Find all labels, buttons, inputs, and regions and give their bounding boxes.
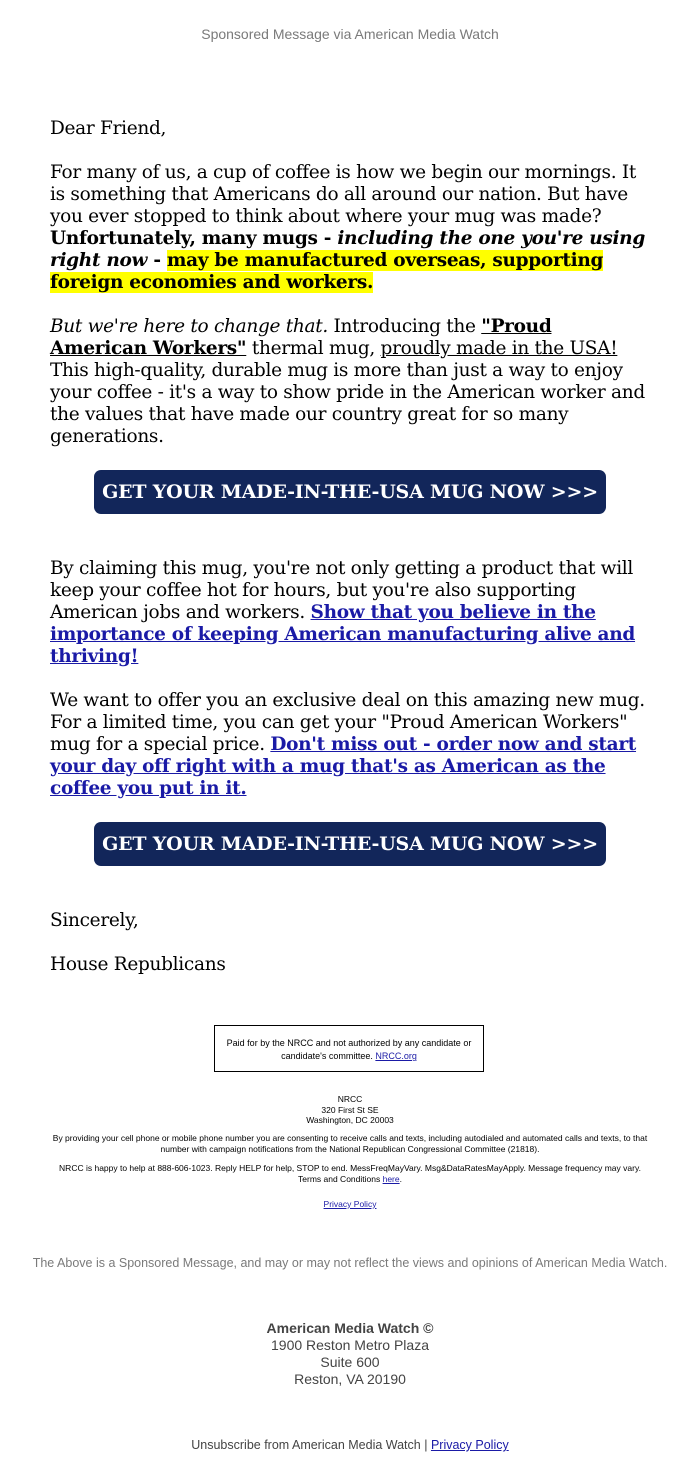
cta-wrap-1 [50, 470, 650, 514]
closing: Sincerely, [50, 910, 139, 931]
amw-line1: 1900 Reston Metro Plaza [271, 1337, 429, 1353]
terms-here-link[interactable]: here [382, 1173, 400, 1184]
p2-rest: This high-quality, durable mug is more than just a way to enjoy your coffee - it's a way to show pride in the American worker and the values that have made our country great for so many generations. [50, 360, 645, 447]
p1-bold-dash: - [147, 250, 167, 271]
salutation: Dear Friend, [50, 118, 167, 139]
privacy-wrap [50, 1199, 650, 1210]
nrcc-link[interactable]: NRCC.org [375, 1051, 417, 1061]
address-street: 320 First St SE [321, 1104, 379, 1115]
product-name: "Proud American Workers" [50, 316, 552, 359]
amw-line2: Suite 600 [320, 1354, 380, 1370]
p1-bold: Unfortunately, many mugs - [50, 228, 338, 249]
nrcc-address [50, 1094, 650, 1126]
consent-text: By providing your cell phone or mobile phone number you are consenting to receive calls and texts, including autodialed and automated calls and texts, to that number with campaign notifications from the National Republican Congressional Committee (21818). [52, 1133, 648, 1154]
address-city: Washington, DC 20003 [306, 1115, 394, 1125]
paid-for-disclaimer [214, 1025, 484, 1072]
p1-highlight: may be manufactured overseas, supporting foreign economies and workers. [50, 250, 604, 293]
help-end: . [399, 1173, 402, 1184]
letter-body [50, 118, 650, 998]
p4-text: We want to offer you an exclusive deal on this amazing new mug. For a limited time, you can get your "Proud American Workers" mug for a special price. [50, 690, 645, 755]
amw-line3: Reston, VA 20190 [294, 1371, 406, 1387]
cta-button-1[interactable]: GET YOUR MADE-IN-THE-USA MUG NOW >>> [94, 470, 606, 514]
paragraph-2 [50, 316, 650, 448]
signature: House Republicans [50, 954, 226, 975]
paragraph-1 [50, 162, 650, 294]
p2-intro: Introducing the [327, 316, 482, 337]
sponsor-disclaimer: The Above is a Sponsored Message, and may or may not reflect the views and opinions of American Media Watch. [32, 1256, 668, 1270]
unsubscribe-text[interactable]: Unsubscribe from American Media Watch [191, 1438, 421, 1452]
p1-text: For many of us, a cup of coffee is how we begin our mornings. It is something that Americans do all around our nation. But have you ever stopped to think about where your mug was made? [50, 162, 637, 227]
p1-bold-italic: including the one you're using right now [50, 228, 645, 271]
paragraph-3 [50, 558, 650, 668]
footer-separator: | [420, 1438, 431, 1452]
help-text [50, 1163, 650, 1184]
cta-button-2[interactable]: GET YOUR MADE-IN-THE-USA MUG NOW >>> [94, 822, 606, 866]
nrcc-privacy-link[interactable]: Privacy Policy [323, 1199, 377, 1209]
paid-for-text: Paid for by the NRCC and not authorized by any candidate or candidate's committee. [226, 1038, 472, 1061]
help-body: NRCC is happy to help at 888-606-1023. Reply HELP for help, STOP to end. MessFreqMayVary. Msg&DataRatesMayApply. Message frequency may vary. Terms and Conditions [59, 1163, 641, 1184]
made-in-usa: proudly made in the USA! [380, 338, 618, 359]
p2-mid: thermal mug, [246, 338, 381, 359]
manufacturing-link[interactable]: Show that you believe in the importance of keeping American manufacturing alive and thriving! [50, 602, 636, 667]
cta-wrap-2 [50, 822, 650, 866]
footer [0, 1438, 700, 1452]
paragraph-4 [50, 690, 650, 800]
order-now-link[interactable]: Don't miss out - order now and start your day off right with a mug that's as American as the coffee you put in it. [50, 734, 637, 799]
p3-text: By claiming this mug, you're not only getting a product that will keep your coffee hot for hours, but you're also supporting American jobs and workers. [50, 558, 634, 623]
footer-privacy-link[interactable]: Privacy Policy [430, 1438, 509, 1452]
amw-address [0, 1320, 700, 1388]
p2-italic: But we're here to change that. [50, 316, 328, 337]
amw-name: American Media Watch © [266, 1320, 434, 1336]
address-org: NRCC [337, 1094, 363, 1104]
sponsor-line: Sponsored Message via American Media Watch [201, 26, 499, 42]
